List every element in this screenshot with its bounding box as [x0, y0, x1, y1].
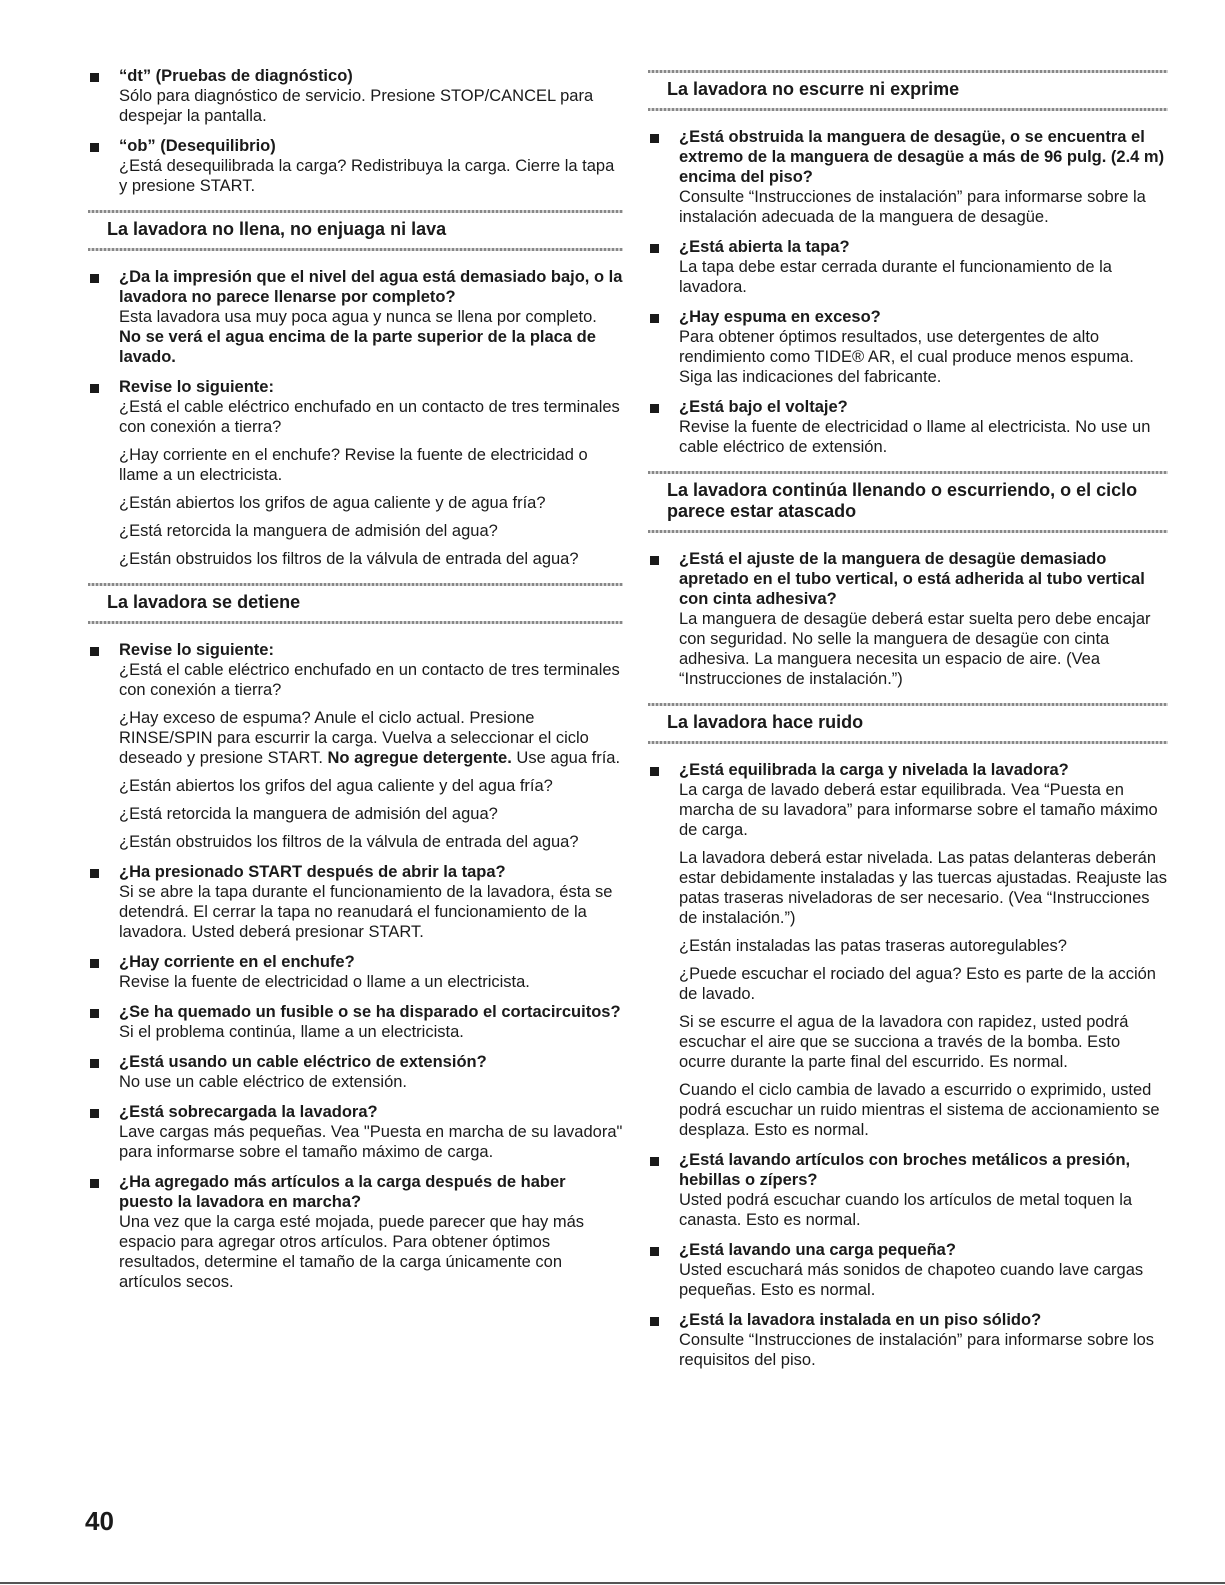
item-text: La manguera de desagüe deberá estar suelta pero debe encajar con seguridad. No selle la manguera de desagüe con cinta adhesiva. La manguera necesita un espacio de aire. (Vea “Instrucciones de instalación.”) — [679, 610, 1151, 688]
item-text: Para obtener óptimos resultados, use detergentes de alto rendimiento como TIDE® AR, el cual produce menos espuma. Siga las indicaciones del fabricante. — [679, 328, 1134, 386]
item-question: ¿Está sobrecargada la lavadora? — [119, 1103, 378, 1121]
item-text: ¿Está retorcida la manguera de admisión del agua? — [119, 805, 498, 823]
item-text: ¿Hay corriente en el enchufe? Revise la fuente de electricidad o llame a un electricista. — [119, 446, 588, 484]
list-item — [88, 1002, 623, 1042]
list-item — [648, 1310, 1168, 1370]
section-header — [88, 583, 623, 624]
item-text: ¿Está el cable eléctrico enchufado en un contacto de tres terminales con conexión a tierra? — [119, 398, 620, 436]
item-text: Si se escurre el agua de la lavadora con rapidez, usted podrá escuchar el aire que se succiona a través de la bomba. Esto ocurre durante la parte final del escurrido. Es normal. — [679, 1013, 1129, 1071]
item-question: ¿Está obstruida la manguera de desagüe, o se encuentra el extremo de la manguera de desagüe a más de 96 pulg. (2.4 m) encima del piso? — [679, 128, 1165, 186]
list-item — [648, 307, 1168, 387]
list-item — [88, 1052, 623, 1092]
bullet-icon — [90, 1109, 99, 1118]
list-item — [648, 397, 1168, 457]
right-column — [648, 70, 1168, 1380]
list-item — [648, 1240, 1168, 1300]
item-text: Esta lavadora usa muy poca agua y nunca se llena por completo. No se verá el agua encima de la parte superior de la placa de lavado. — [119, 308, 597, 366]
item-text: ¿Están obstruidos los filtros de la válvula de entrada del agua? — [119, 550, 579, 568]
item-text: ¿Está retorcida la manguera de admisión del agua? — [119, 522, 498, 540]
item-question: ¿Está la lavadora instalada en un piso sólido? — [679, 1311, 1042, 1329]
section-title: La lavadora hace ruido — [667, 712, 864, 732]
item-text: ¿Hay exceso de espuma? Anule el ciclo actual. Presione RINSE/SPIN para escurrir la carga. Vuelva a seleccionar el ciclo deseado y presione START. No agregue detergente. Use agua fría. — [119, 709, 621, 767]
list-item — [88, 136, 623, 196]
bullet-icon — [90, 1059, 99, 1068]
bullet-icon — [90, 143, 99, 152]
section-title: La lavadora no llena, no enjuaga ni lava — [107, 219, 447, 239]
left-column — [88, 66, 623, 1302]
item-question: ¿Está bajo el voltaje? — [679, 398, 848, 416]
bullet-icon — [650, 134, 659, 143]
item-question: ¿Está lavando una carga pequeña? — [679, 1241, 956, 1259]
list-item — [88, 640, 623, 852]
item-text: ¿Están obstruidos los filtros de la válvula de entrada del agua? — [119, 833, 579, 851]
bullet-icon — [90, 1009, 99, 1018]
bullet-icon — [650, 767, 659, 776]
item-text: ¿Están abiertos los grifos del agua caliente y del agua fría? — [119, 777, 553, 795]
list-item — [88, 66, 623, 126]
list-item — [88, 377, 623, 569]
bullet-icon — [650, 1157, 659, 1166]
item-text: Cuando el ciclo cambia de lavado a escurrido o exprimido, usted podrá escuchar un ruido mientras el sistema de accionamiento se desplaza. Esto es normal. — [679, 1081, 1160, 1139]
item-text: La tapa debe estar cerrada durante el funcionamiento de la lavadora. — [679, 258, 1112, 296]
item-text: Sólo para diagnóstico de servicio. Presione STOP/CANCEL para despejar la pantalla. — [119, 87, 594, 125]
bullet-icon — [650, 314, 659, 323]
bullet-icon — [650, 1247, 659, 1256]
item-question: “dt” (Pruebas de diagnóstico) — [119, 67, 353, 85]
list-item — [88, 952, 623, 992]
divider — [648, 741, 1168, 744]
bullet-icon — [90, 1179, 99, 1188]
list-item — [648, 1150, 1168, 1230]
item-text: La lavadora deberá estar nivelada. Las patas delanteras deberán estar debidamente instaladas y las tuercas ajustadas. Reajuste las patas traseras niveladoras de ser necesario. (Vea “Instrucciones de instalación.”) — [679, 849, 1167, 927]
bullet-icon — [90, 869, 99, 878]
item-text: Consulte “Instrucciones de instalación” para informarse sobre los requisitos del piso. — [679, 1331, 1155, 1369]
item-question: ¿Está el ajuste de la manguera de desagüe demasiado apretado en el tubo vertical, o está adherida al tubo vertical con cinta adhesiva? — [679, 550, 1145, 608]
divider — [88, 621, 623, 624]
item-question: ¿Ha agregado más artículos a la carga después de haber puesto la lavadora en marcha? — [119, 1173, 566, 1211]
divider — [648, 530, 1168, 533]
section-title: La lavadora no escurre ni exprime — [667, 79, 960, 99]
item-text: Usted escuchará más sonidos de chapoteo cuando lave cargas pequeñas. Esto es normal. — [679, 1261, 1144, 1299]
section-header — [648, 471, 1168, 533]
item-question: ¿Está equilibrada la carga y nivelada la lavadora? — [679, 761, 1069, 779]
bullet-icon — [90, 384, 99, 393]
bullet-icon — [650, 1317, 659, 1326]
divider — [0, 1582, 1225, 1584]
bullet-icon — [90, 73, 99, 82]
item-question: Revise lo siguiente: — [119, 378, 274, 396]
item-text: Si se abre la tapa durante el funcionamiento de la lavadora, ésta se detendrá. El cerrar la tapa no reanudará el funcionamiento de la lavadora. Usted deberá presionar START. — [119, 883, 613, 941]
item-question: Revise lo siguiente: — [119, 641, 274, 659]
item-text: ¿Puede escuchar el rociado del agua? Esto es parte de la acción de lavado. — [679, 965, 1156, 1003]
divider — [648, 108, 1168, 111]
bullet-icon — [650, 404, 659, 413]
divider — [88, 248, 623, 251]
list-item — [648, 237, 1168, 297]
item-question: ¿Hay espuma en exceso? — [679, 308, 881, 326]
section-header — [648, 70, 1168, 111]
item-question: ¿Está lavando artículos con broches metálicos a presión, hebillas o zípers? — [679, 1151, 1131, 1189]
item-text: ¿Está el cable eléctrico enchufado en un contacto de tres terminales con conexión a tierra? — [119, 661, 620, 699]
bullet-icon — [90, 274, 99, 283]
item-question: ¿Está usando un cable eléctrico de extensión? — [119, 1053, 487, 1071]
list-item — [88, 1172, 623, 1292]
bullet-icon — [90, 959, 99, 968]
item-text: Usted podrá escuchar cuando los artículos de metal toquen la canasta. Esto es normal. — [679, 1191, 1133, 1229]
item-text: Una vez que la carga esté mojada, puede parecer que hay más espacio para agregar otros artículos. Para obtener óptimos resultados, determine el tamaño de la carga únicamente con artículos secos. — [119, 1213, 585, 1291]
section-header — [88, 210, 623, 251]
item-question: ¿Está abierta la tapa? — [679, 238, 850, 256]
item-question: ¿Se ha quemado un fusible o se ha disparado el cortacircuitos? — [119, 1003, 621, 1021]
item-text: No use un cable eléctrico de extensión. — [119, 1073, 408, 1091]
list-item — [648, 760, 1168, 1140]
item-text: Lave cargas más pequeñas. Vea "Puesta en marcha de su lavadora" para informarse sobre el tamaño máximo de carga. — [119, 1123, 623, 1161]
item-question: ¿Ha presionado START después de abrir la tapa? — [119, 863, 506, 881]
item-text: ¿Están instaladas las patas traseras autoregulables? — [679, 937, 1067, 955]
item-question: ¿Da la impresión que el nivel del agua está demasiado bajo, o la lavadora no parece llenarse por completo? — [119, 268, 623, 306]
section-title: La lavadora continúa llenando o escurriendo, o el ciclo parece estar atascado — [667, 480, 1138, 521]
list-item — [88, 862, 623, 942]
bullet-icon — [650, 244, 659, 253]
section-title: La lavadora se detiene — [107, 592, 301, 612]
list-item — [648, 127, 1168, 227]
item-question: ¿Hay corriente en el enchufe? — [119, 953, 355, 971]
list-item — [648, 549, 1168, 689]
item-text: Revise la fuente de electricidad o llame a un electricista. — [119, 973, 530, 991]
item-text: ¿Están abiertos los grifos de agua caliente y de agua fría? — [119, 494, 546, 512]
item-question: “ob” (Desequilibrio) — [119, 137, 276, 155]
item-text: Revise la fuente de electricidad o llame al electricista. No use un cable eléctrico de extensión. — [679, 418, 1151, 456]
page-number: 40 — [85, 1506, 114, 1536]
item-text: Consulte “Instrucciones de instalación” para informarse sobre la instalación adecuada de la manguera de desagüe. — [679, 188, 1146, 226]
item-text: ¿Está desequilibrada la carga? Redistribuya la carga. Cierre la tapa y presione START. — [119, 157, 615, 195]
bullet-icon — [90, 647, 99, 656]
list-item — [88, 1102, 623, 1162]
item-text: La carga de lavado deberá estar equilibrada. Vea “Puesta en marcha de su lavadora” para informarse sobre el tamaño máximo de carga. — [679, 781, 1158, 839]
section-header — [648, 703, 1168, 744]
list-item — [88, 267, 623, 367]
item-text: Si el problema continúa, llame a un electricista. — [119, 1023, 464, 1041]
bullet-icon — [650, 556, 659, 565]
